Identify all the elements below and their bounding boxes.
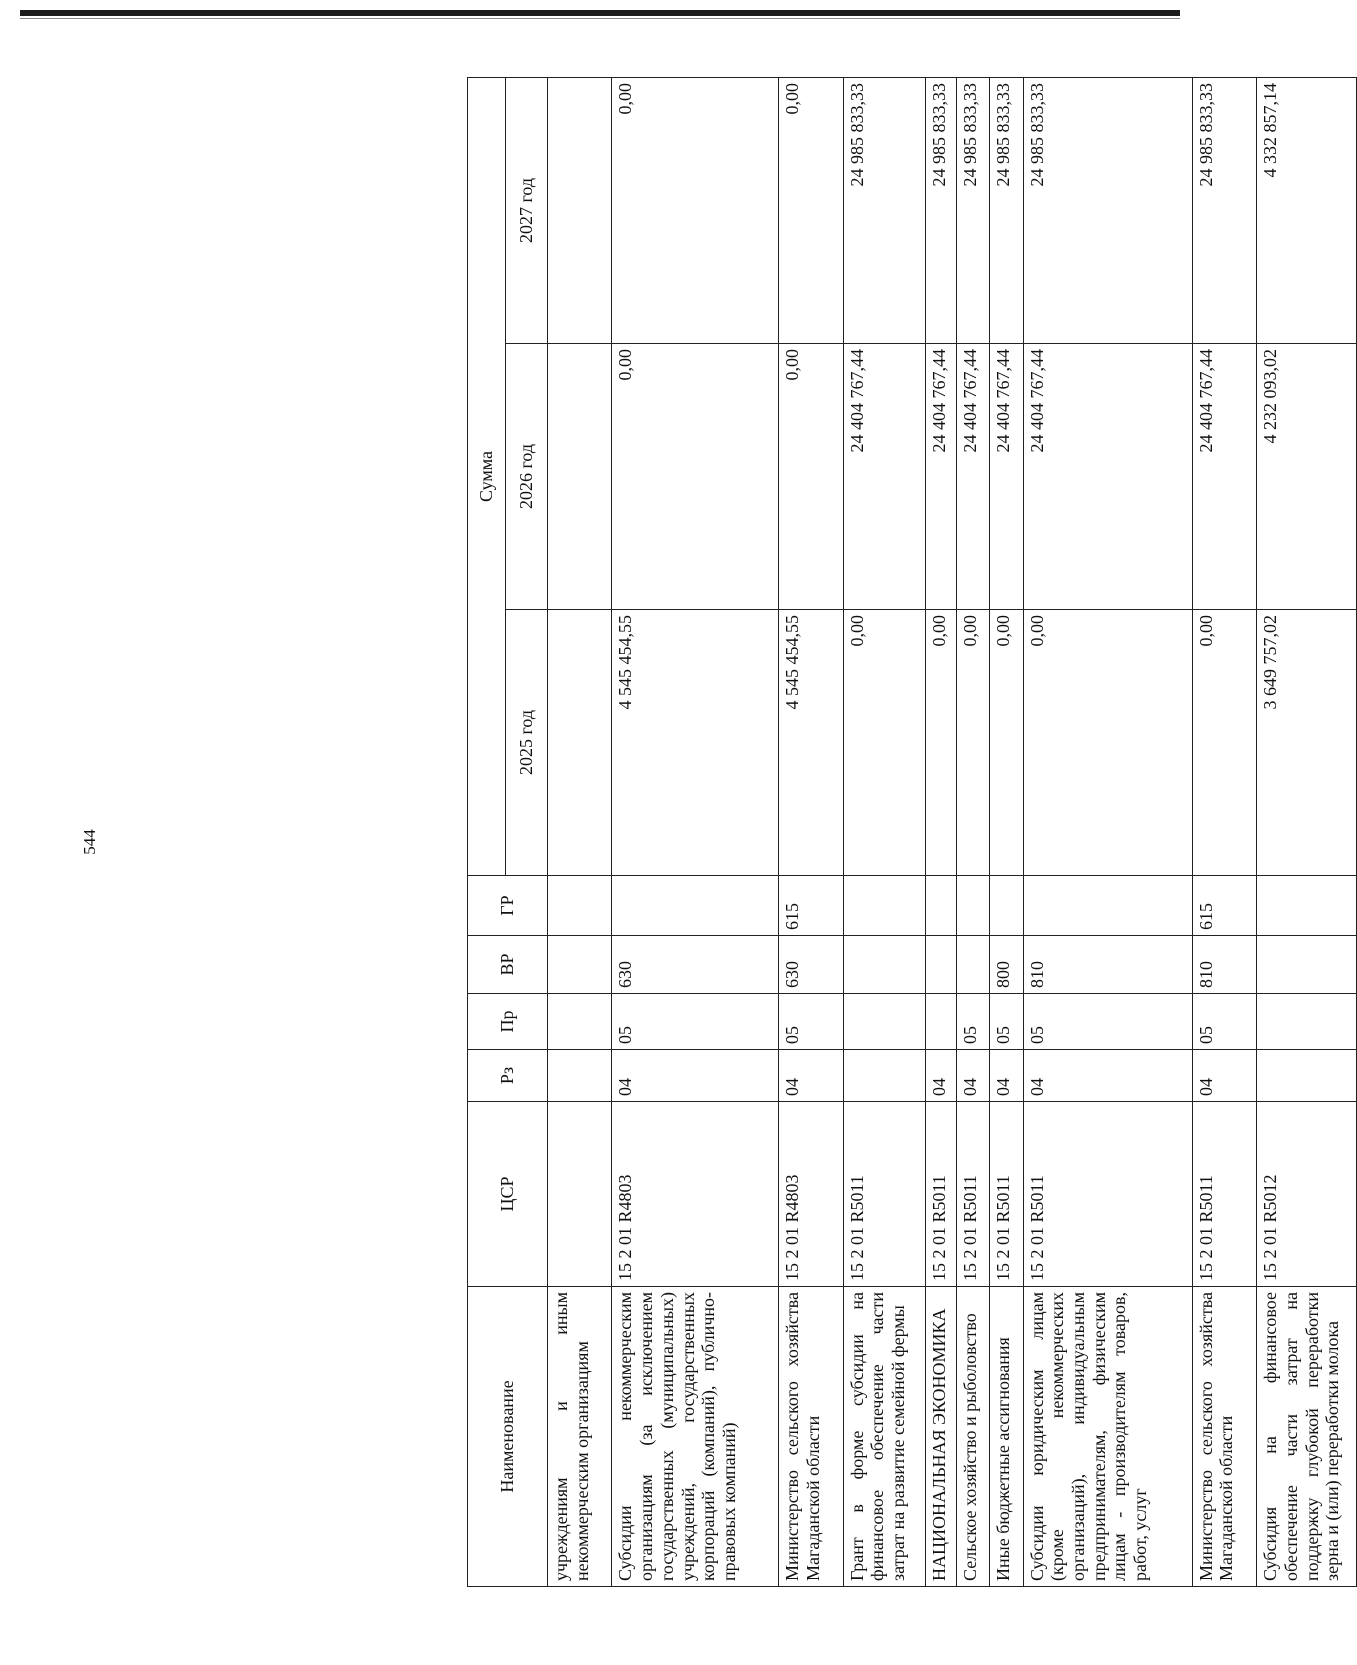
scan-edge-line [20,18,1180,19]
header-vr: ВР [468,936,548,994]
row-csr: 15 2 01 R5011 [1192,1102,1256,1287]
row-sum-2026: 4 232 093,02 [1257,344,1357,610]
row-pr: 05 [990,994,1023,1050]
row-name: учреждениям и иным некоммерческим организациям [548,1287,612,1587]
row-sum-2027: 24 985 833,33 [1023,78,1192,344]
row-vr [925,936,956,994]
row-sum-2027: 24 985 833,33 [925,78,956,344]
page-number: 544 [80,829,99,855]
row-sum-2027: 0,00 [612,78,779,344]
row-csr: 15 2 01 R4803 [779,1102,843,1287]
row-sum-2025: 0,00 [1192,610,1256,876]
row-name: Сельское хозяйство и рыболовство [957,1287,990,1587]
row-sum-2026: 24 404 767,44 [1192,344,1256,610]
header-pr: Пр [468,994,548,1050]
budget-table [467,77,1357,1587]
row-sum-2025: 0,00 [925,610,956,876]
header-year-2027: 2027 год [506,78,548,344]
row-name: Грант в форме субсидии на финансовое обеспечение части затрат на развитие семейной фермы [843,1287,925,1587]
row-sum-2026 [548,344,612,610]
row-gr [1257,876,1357,936]
row-sum-2027: 24 985 833,33 [957,78,990,344]
row-name: Министерство сельского хозяйства Магаданской области [1192,1287,1256,1587]
row-gr [957,876,990,936]
row-sum-2026: 24 404 767,44 [990,344,1023,610]
row-rz: 04 [1023,1050,1192,1102]
row-sum-2027: 0,00 [779,78,843,344]
table-row [1192,78,1256,1587]
row-sum-2027: 24 985 833,33 [990,78,1023,344]
row-rz: 04 [612,1050,779,1102]
table-row [990,78,1023,1587]
row-sum-2026: 24 404 767,44 [843,344,925,610]
header-csr: ЦСР [468,1102,548,1287]
row-vr [843,936,925,994]
header-year-2025: 2025 год [506,610,548,876]
row-gr [1023,876,1192,936]
row-rz [1257,1050,1357,1102]
table-row [957,78,990,1587]
row-rz [843,1050,925,1102]
row-gr: 615 [1192,876,1256,936]
table-row [843,78,925,1587]
table-row [1257,78,1357,1587]
row-csr: 15 2 01 R5011 [925,1102,956,1287]
row-name: Субсидии некоммерческим организациям (за исключением государственных (муниципальных) учреждений, государственных корпораций (компаний), публично-правовых компаний) [612,1287,779,1587]
row-name: Субсидии юридическим лицам (кроме некоммерческих организаций), индивидуальным предпринимателям, физическим лицам - производителям товаров, работ, услуг [1023,1287,1192,1587]
row-sum-2025: 4 545 454,55 [612,610,779,876]
row-sum-2025: 0,00 [957,610,990,876]
row-name: Министерство сельского хозяйства Магаданской области [779,1287,843,1587]
row-sum-2025: 0,00 [843,610,925,876]
row-pr: 05 [779,994,843,1050]
row-sum-2025: 3 649 757,02 [1257,610,1357,876]
row-sum-2025 [548,610,612,876]
row-pr: 05 [1192,994,1256,1050]
row-vr [548,936,612,994]
table-row [779,78,843,1587]
row-sum-2027: 24 985 833,33 [843,78,925,344]
row-sum-2027: 24 985 833,33 [1192,78,1256,344]
row-csr: 15 2 01 R5011 [1023,1102,1192,1287]
row-pr: 05 [1023,994,1192,1050]
row-pr: 05 [612,994,779,1050]
header-sum: Сумма [468,78,506,876]
row-pr [1257,994,1357,1050]
row-sum-2026: 24 404 767,44 [1023,344,1192,610]
row-pr: 05 [957,994,990,1050]
row-sum-2025: 4 545 454,55 [779,610,843,876]
row-csr: 15 2 01 R5011 [957,1102,990,1287]
row-sum-2026: 0,00 [612,344,779,610]
header-gr: ГР [468,876,548,936]
row-csr: 15 2 01 R5011 [843,1102,925,1287]
row-sum-2025: 0,00 [990,610,1023,876]
row-vr: 800 [990,936,1023,994]
table-row [1023,78,1192,1587]
scan-edge-bar [20,10,1180,16]
row-csr [548,1102,612,1287]
row-rz: 04 [1192,1050,1256,1102]
table-row [925,78,956,1587]
row-gr: 615 [779,876,843,936]
row-sum-2025: 0,00 [1023,610,1192,876]
row-rz: 04 [779,1050,843,1102]
row-vr: 810 [1192,936,1256,994]
row-gr [548,876,612,936]
row-pr [843,994,925,1050]
row-csr: 15 2 01 R5012 [1257,1102,1357,1287]
row-gr [843,876,925,936]
row-sum-2026: 0,00 [779,344,843,610]
row-rz: 04 [990,1050,1023,1102]
header-year-2026: 2026 год [506,344,548,610]
table-row [612,78,779,1587]
row-sum-2027 [548,78,612,344]
row-vr [957,936,990,994]
header-name: Наименование [468,1287,548,1587]
row-gr [925,876,956,936]
header-rz: Рз [468,1050,548,1102]
row-sum-2027: 4 332 857,14 [1257,78,1357,344]
row-vr: 630 [779,936,843,994]
row-name: Иные бюджетные ассигнования [990,1287,1023,1587]
row-vr [1257,936,1357,994]
row-pr [548,994,612,1050]
row-vr: 630 [612,936,779,994]
row-rz: 04 [957,1050,990,1102]
row-pr [925,994,956,1050]
row-csr: 15 2 01 R4803 [612,1102,779,1287]
row-sum-2026: 24 404 767,44 [925,344,956,610]
row-rz [548,1050,612,1102]
row-sum-2026: 24 404 767,44 [957,344,990,610]
table-row [548,78,612,1587]
row-csr: 15 2 01 R5011 [990,1102,1023,1287]
row-gr [990,876,1023,936]
row-vr: 810 [1023,936,1192,994]
row-gr [612,876,779,936]
row-name: Субсидия на финансовое обеспечение части затрат на поддержку глубокой переработки зерна и (или) переработки молока [1257,1287,1357,1587]
row-rz: 04 [925,1050,956,1102]
row-name: НАЦИОНАЛЬНАЯ ЭКОНОМИКА [925,1287,956,1587]
